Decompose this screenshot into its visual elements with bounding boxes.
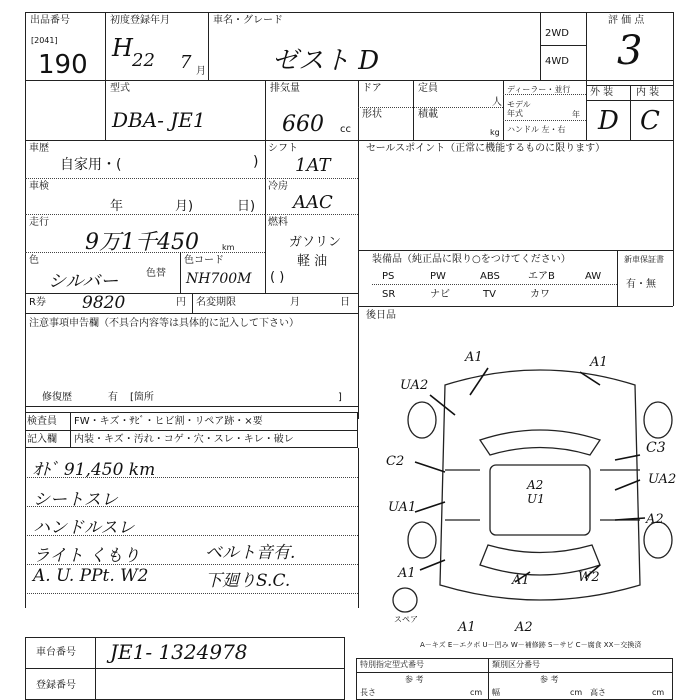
reg-year: 22 (132, 50, 155, 71)
warranty-label: 新車保証書 (624, 255, 664, 264)
repair-label: 修復歴 (42, 392, 72, 403)
lot-code: [2041] (31, 36, 58, 45)
special-label: 特別指定型式番号 (360, 660, 424, 669)
drive-2wd: 2WD (545, 28, 569, 39)
chassis-value: JE1- 1324978 (110, 640, 248, 664)
repair-place: [箇所 (130, 392, 154, 403)
fuel-paren: ( ) (270, 270, 285, 285)
mark-c2: C2 (386, 454, 405, 469)
ref-label-2: 参 考 (540, 675, 559, 684)
displacement-unit: cc (340, 124, 351, 135)
color-label: 色 (29, 255, 39, 266)
entry-label: 記入欄 (27, 434, 57, 445)
inspection-year: 年 (110, 199, 124, 214)
lot-number: 190 (38, 50, 88, 80)
car-name: ゼスト D (272, 46, 380, 76)
grade-value: 3 (617, 28, 643, 74)
lot-label: 出品番号 (30, 15, 70, 26)
usage-close: ) (253, 154, 259, 170)
reg-month: 7 (180, 52, 192, 73)
exterior-label: 外 装 (590, 87, 614, 98)
color-no-label: 色替 (146, 268, 166, 279)
mark-c3: C3 (646, 440, 666, 456)
note-odometer: ｵﾄﾞ 91,450 km (33, 460, 156, 480)
inspection-label: 車検 (29, 181, 49, 192)
repair-close: ] (338, 392, 342, 403)
note-repair-codes: A. U. PPt. W2 (33, 566, 149, 586)
mark-ua1: UA1 (388, 500, 417, 515)
inspection-month: 月) (175, 199, 194, 214)
inspection-day: 日) (237, 199, 256, 214)
color-code-label: 色コード (184, 255, 224, 266)
equip-navi: ナビ (430, 289, 450, 300)
entry-items: 内装・キズ・汚れ・コゲ・穴・スレ・キレ・破レ (74, 434, 294, 445)
notes-label: 注意事項申告欄（不具合内容等は具体的に記入して下さい） (29, 318, 299, 329)
interior-label: 内 装 (636, 87, 660, 98)
mark-ua2-left: UA2 (400, 378, 429, 393)
reg-no-label: 登録番号 (36, 680, 76, 691)
shift-label: シフト (268, 143, 298, 154)
mark-a1-top-right: A1 (590, 355, 608, 370)
shift-value: 1AT (295, 155, 331, 176)
cm-1: cm (470, 688, 483, 697)
mark-a1-rear-left: A1 (398, 566, 416, 581)
ref-label-1: 参 考 (405, 675, 424, 684)
year-unit: 年 (572, 110, 580, 119)
model-label: 型式 (110, 83, 130, 94)
equip-tv: TV (483, 289, 496, 300)
mileage-label: 走行 (29, 217, 49, 228)
mark-a1-center: A1 (512, 573, 530, 588)
rear-label: 後日品 (366, 310, 396, 321)
load-unit: kg (490, 128, 500, 137)
width-label: 幅 (492, 688, 500, 697)
fuel-diesel: 軽 油 (297, 254, 328, 269)
sales-point-label: セールスポイント（正常に機能するものに限ります） (366, 143, 606, 154)
cm-2: cm (570, 688, 583, 697)
mark-a2-right: A2 (646, 512, 664, 527)
inspector-label: 検査員 (27, 416, 57, 427)
name-change-day: 日 (340, 297, 350, 308)
cm-3: cm (652, 688, 665, 697)
shape-label: 形状 (362, 109, 382, 120)
class-label: 類別区分番号 (492, 660, 540, 669)
usage-label: 車歴 (29, 143, 49, 154)
car-name-label: 車名・グレード (213, 15, 283, 26)
usage-value: 自家用・( (60, 157, 122, 173)
note-belt: ベルト音有. (205, 543, 296, 563)
model-value: DBA- JE1 (112, 108, 206, 132)
load-label: 積載 (418, 109, 438, 120)
mark-ua2-right: UA2 (648, 472, 677, 487)
equipment-label: 装備品（純正品に限り○をつけてください） (372, 254, 571, 265)
height-label: 高さ (590, 688, 606, 697)
spare-label: スペア (394, 615, 418, 624)
interior-grade: C (640, 106, 660, 136)
equip-sr: SR (382, 289, 396, 300)
length-label: 長さ (360, 688, 376, 697)
equip-abs: ABS (480, 271, 500, 282)
note-handle: ハンドルスレ (33, 518, 135, 538)
note-underbody: 下廻りS.C. (205, 571, 291, 591)
ac-value: AAC (293, 192, 333, 213)
legend: A－キズ E－エクボ U－凹み W－補修跡 S－サビ C－腐食 XX－交換済 (420, 641, 642, 649)
name-change-month: 月 (290, 297, 300, 308)
equip-ps: PS (382, 271, 395, 282)
inspector-items: FW・キズ・ｻﾋﾞ・ヒビ割・リペア跡・×要 (74, 416, 263, 427)
recycle-value: 9820 (82, 293, 126, 313)
equip-leather: カワ (530, 289, 550, 300)
mark-w2: W2 (578, 570, 600, 585)
mark-a1-top-left: A1 (465, 350, 483, 365)
fuel-label: 燃料 (268, 217, 288, 228)
reg-month-unit: 月 (196, 66, 206, 77)
mark-a2-u1: A2 U1 (527, 478, 545, 506)
warranty-value: 有・無 (626, 279, 656, 290)
fuel-gas: ガソリン (289, 235, 342, 250)
drive-4wd: 4WD (545, 56, 569, 67)
ac-label: 冷房 (268, 181, 288, 192)
reg-era: H (112, 34, 133, 62)
dealer-label: ディーラー・並行 (507, 85, 571, 94)
note-light: ライト くもり (33, 546, 140, 566)
mark-a2-bottom: A2 (515, 620, 533, 635)
chassis-label: 車台番号 (36, 647, 76, 658)
name-change-label: 名変期限 (196, 297, 236, 308)
equip-aw: AW (585, 271, 602, 282)
displacement-value: 660 (282, 112, 324, 137)
mark-a1-bottom: A1 (458, 620, 476, 635)
color-code-value: NH700M (186, 271, 252, 287)
mileage-unit: km (222, 243, 235, 252)
recycle-unit: 円 (176, 297, 186, 308)
note-seat: シートスレ (33, 490, 118, 510)
door-label: ドア (362, 83, 382, 94)
displacement-label: 排気量 (270, 83, 300, 94)
recycle-label: R券 (29, 297, 46, 308)
mileage-value: 9万1千450 (85, 230, 199, 255)
equip-pw: PW (430, 271, 446, 282)
first-reg-label: 初度登録年月 (110, 15, 170, 26)
capacity-unit: 人 (492, 97, 502, 108)
color-value: シルバー (48, 271, 119, 292)
capacity-label: 定員 (418, 83, 438, 94)
equip-airbag: エアB (528, 271, 555, 282)
handle-label: ハンドル 左・右 (507, 125, 566, 134)
repair-yes: 有 (108, 392, 118, 403)
grade-label: 評 価 点 (608, 15, 645, 26)
exterior-grade: D (598, 106, 619, 136)
model-year-label: モデル年式 (507, 100, 531, 118)
